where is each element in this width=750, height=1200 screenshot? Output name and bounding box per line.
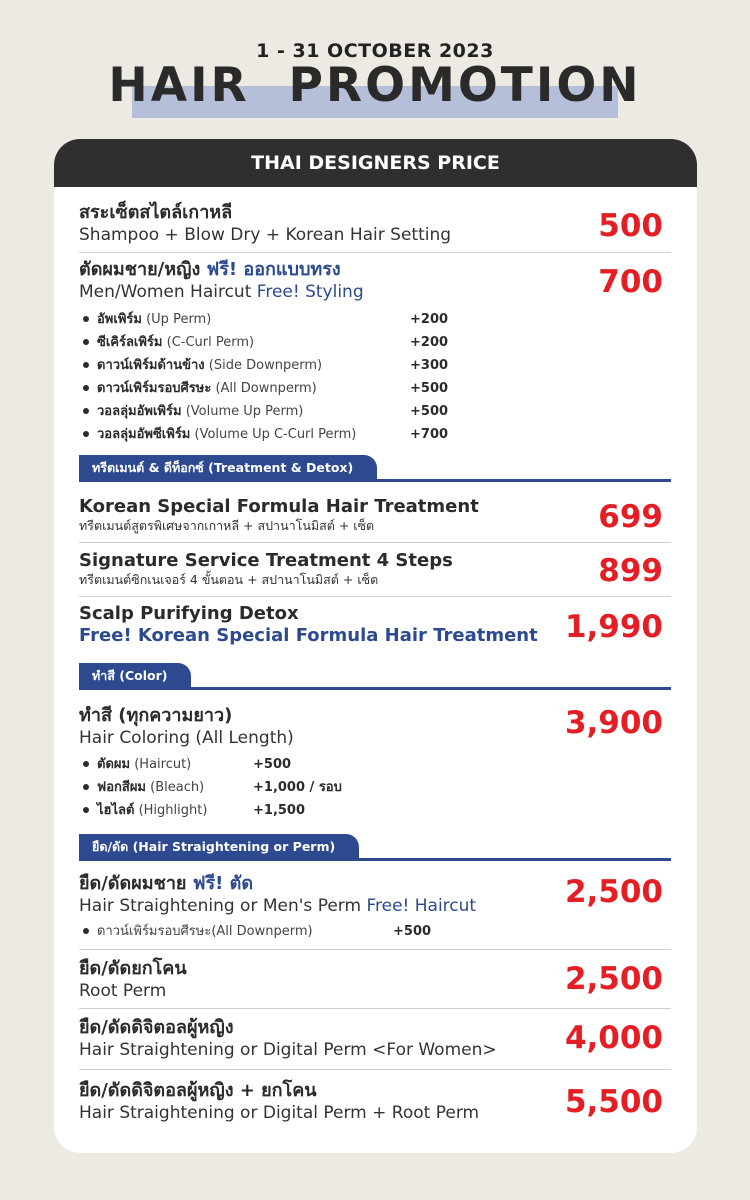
option-price: +500: [393, 924, 432, 939]
divider: [79, 949, 671, 950]
service-name-th: ยืด/ดัดดิจิตอลผู้หญิง: [79, 1017, 234, 1038]
option-price: +300: [410, 358, 449, 373]
option-name-th: ดาวน์เพิร์มด้านข้าง: [97, 358, 205, 373]
option-name-en: (Up Perm): [146, 312, 212, 327]
option-name-en: (C-Curl Perm): [166, 335, 255, 350]
section-label: ทำสี (Color): [79, 663, 191, 689]
option-name-th: ดาวน์เพิร์มรอบศีรษะ: [97, 381, 212, 396]
service-name-th: สระเซ็ตสไตล์เกาหลี: [79, 202, 233, 223]
bullet-icon: [83, 362, 89, 368]
service-name-en: Scalp Purifying Detox: [79, 603, 299, 624]
service-price: 699: [598, 499, 663, 535]
option-name-th: ดาวน์เพิร์มรอบศีรษะ: [97, 924, 212, 939]
service-price: 3,900: [564, 705, 663, 741]
option-name-th: ไฮไลต์: [97, 803, 135, 818]
option-name-en: (Side Downperm): [208, 358, 323, 373]
service-item: [79, 259, 669, 303]
service-price: 500: [598, 208, 663, 244]
option-name-en: (Highlight): [138, 803, 208, 818]
bullet-icon: [83, 807, 89, 813]
option-name-en: (Volume Up Perm): [185, 404, 304, 419]
service-name-th: ทรีตเมนต์ซิกเนเจอร์ 4 ขั้นตอน + สปานาโนมิสต์ + เซ็ต: [79, 572, 379, 587]
service-name-en: Hair Straightening or Digital Perm + Root Perm: [79, 1103, 480, 1123]
free-offer: Free! Korean Special Formula Hair Treatment: [79, 625, 538, 646]
service-name-th: ยืด/ดัดผมชาย: [79, 873, 187, 894]
option-name-th: ฟอกสีผม: [97, 780, 147, 795]
option-item: [79, 331, 449, 354]
bullet-icon: [83, 316, 89, 322]
option-item: [79, 400, 449, 423]
option-item: [79, 354, 449, 377]
option-item: [79, 776, 342, 799]
service-item: [79, 202, 669, 246]
service-name-th: ทำสี (ทุกความยาว): [79, 705, 233, 726]
bullet-icon: [83, 339, 89, 345]
perm-options-list: [79, 308, 449, 446]
service-name-en: Root Perm: [79, 981, 167, 1001]
option-item: [79, 799, 306, 822]
service-name-th: ตัดผมชาย/หญิง: [79, 259, 201, 280]
option-price: +200: [410, 335, 449, 350]
service-price: 899: [598, 553, 663, 589]
service-name-th: ยืด/ดัดดิจิตอลผู้หญิง + ยกโคน: [79, 1080, 317, 1101]
divider: [79, 1069, 671, 1070]
service-price: 700: [598, 264, 663, 300]
service-price: 1,990: [564, 609, 663, 645]
service-name-en: Korean Special Formula Hair Treatment: [79, 496, 479, 517]
card-title: THAI DESIGNERS PRICE: [54, 139, 697, 187]
divider: [79, 596, 671, 597]
divider: [79, 1008, 671, 1009]
service-name-en: Hair Coloring (All Length): [79, 728, 294, 748]
option-item: [79, 308, 449, 331]
option-price: +500: [410, 404, 449, 419]
price-card: [54, 139, 697, 1153]
service-name-en: Signature Service Treatment 4 Steps: [79, 550, 453, 571]
option-price: +700: [410, 427, 449, 442]
service-price: 4,000: [564, 1020, 663, 1056]
option-price: +1,000 / รอบ: [253, 780, 342, 795]
free-offer: Free! Haircut: [366, 896, 477, 916]
divider: [79, 252, 671, 253]
service-price: 2,500: [564, 874, 663, 910]
color-options-list: [79, 753, 342, 822]
bullet-icon: [83, 761, 89, 767]
free-offer: ฟรี! ออกแบบทรง: [206, 259, 341, 280]
option-name-en: (Haircut): [134, 757, 192, 772]
option-item: [79, 753, 292, 776]
option-name-th: อัพเพิร์ม: [97, 312, 142, 327]
option-name-en: (All Downperm): [211, 924, 313, 939]
bullet-icon: [83, 928, 89, 934]
option-name-en: (Bleach): [150, 780, 205, 795]
section-header-color: [79, 663, 671, 689]
option-price: +1,500: [253, 803, 306, 818]
option-name-th: วอลลุ่มอัพซีเพิร์ม: [97, 427, 191, 442]
bullet-icon: [83, 431, 89, 437]
option-price: +200: [410, 312, 449, 327]
option-name-th: ซีเคิร์ลเพิร์ม: [97, 335, 163, 350]
service-name-en: Men/Women Haircut: [79, 282, 252, 302]
option-name-th: วอลลุ่มอัพเพิร์ม: [97, 404, 182, 419]
page-title: HAIR PROMOTION: [108, 58, 642, 113]
promotion-date: 1 - 31 OCTOBER 2023: [256, 40, 494, 62]
service-name-th: ทรีตเมนต์สูตรพิเศษจากเกาหลี + สปานาโนมิสต์ + เซ็ต: [79, 518, 375, 533]
option-item: [79, 423, 449, 446]
option-price: +500: [410, 381, 449, 396]
section-header-straightening: [79, 834, 671, 860]
straightening-options-list: [79, 920, 432, 943]
option-price: +500: [253, 757, 292, 772]
bullet-icon: [83, 385, 89, 391]
service-item: [79, 496, 669, 534]
option-name-th: ตัดผม: [97, 757, 131, 772]
service-item: [79, 550, 669, 588]
free-offer: ฟรี! ตัด: [192, 873, 254, 894]
service-name-en: Hair Straightening or Men's Perm: [79, 896, 362, 916]
service-name-th: ยืด/ดัดยกโคน: [79, 958, 187, 979]
service-name-en: Hair Straightening or Digital Perm <For Women>: [79, 1040, 497, 1060]
section-label: ทรีตเมนต์ & ดีท็อกซ์ (Treatment & Detox): [79, 455, 377, 481]
bullet-icon: [83, 784, 89, 790]
free-offer: Free! Styling: [256, 282, 364, 302]
section-label: ยืด/ดัด (Hair Straightening or Perm): [79, 834, 359, 860]
service-price: 2,500: [564, 961, 663, 997]
divider: [79, 542, 671, 543]
option-item: [79, 920, 432, 943]
service-name-en: Shampoo + Blow Dry + Korean Hair Setting: [79, 225, 452, 245]
option-name-en: (All Downperm): [215, 381, 317, 396]
option-item: [79, 377, 449, 400]
section-header-treatment: [79, 455, 671, 481]
option-name-en: (Volume Up C-Curl Perm): [194, 427, 357, 442]
service-price: 5,500: [564, 1084, 663, 1120]
bullet-icon: [83, 408, 89, 414]
